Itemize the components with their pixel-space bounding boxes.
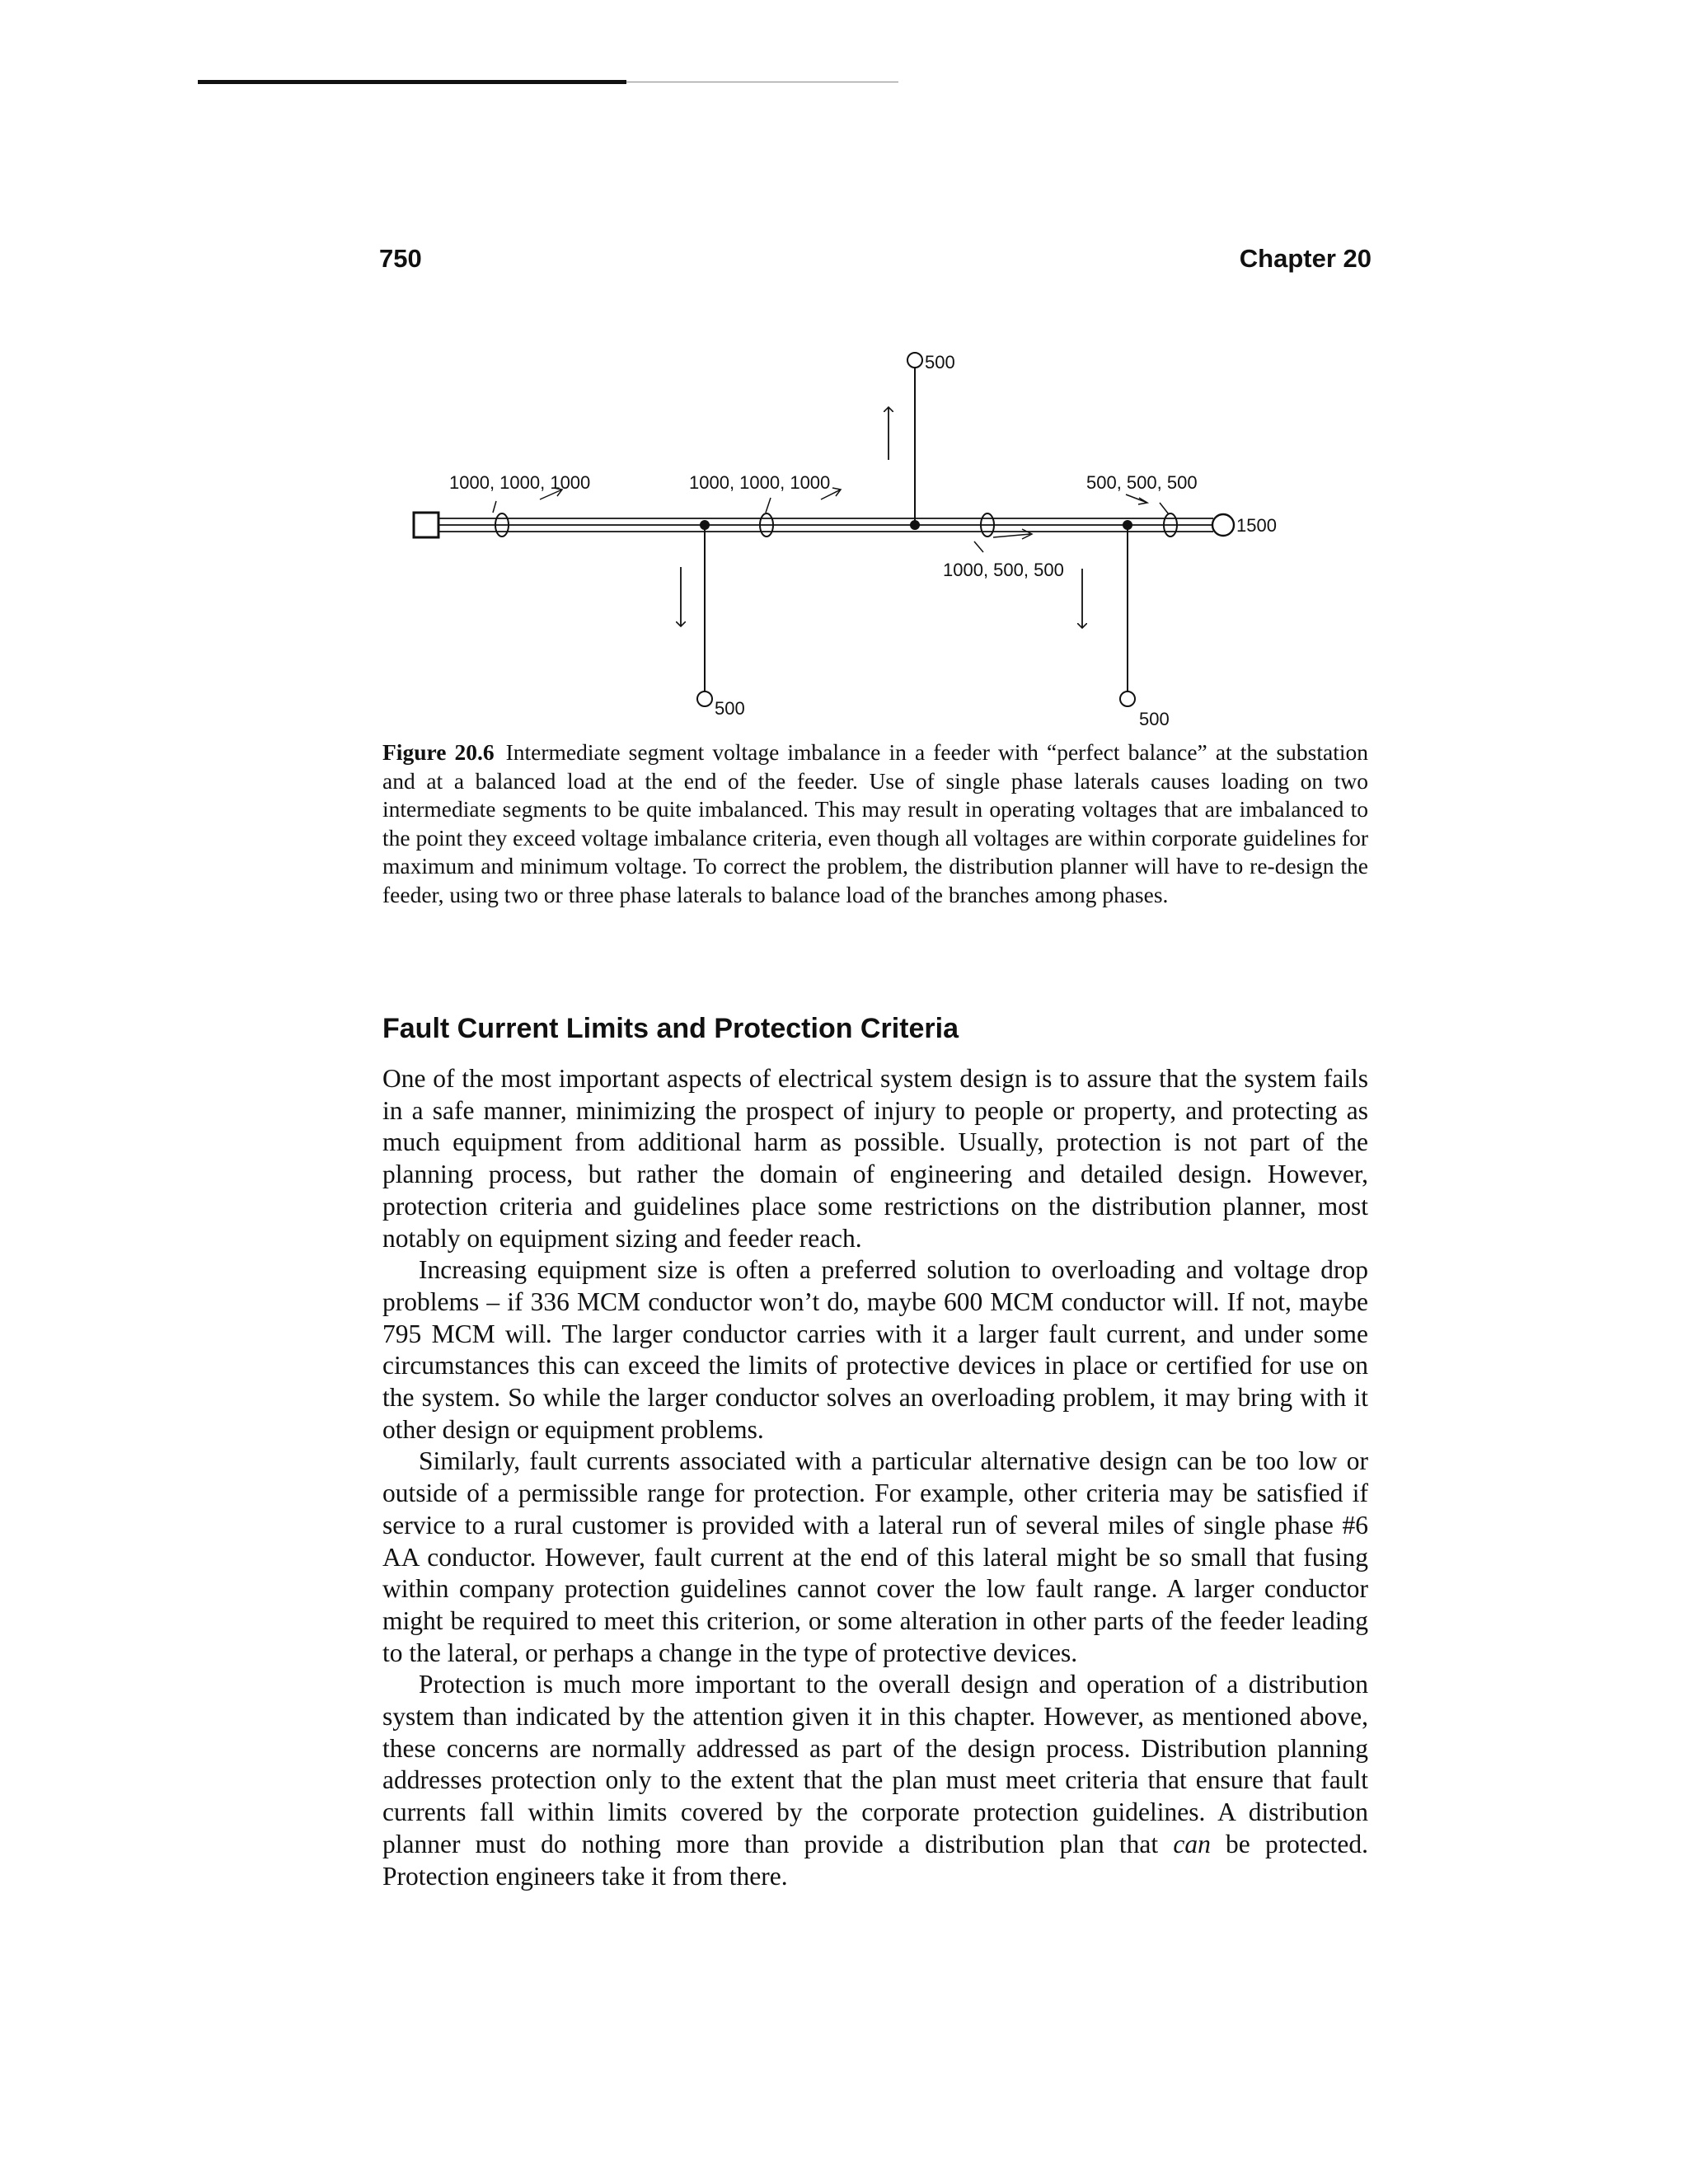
figure-caption-label: Figure 20.6 (382, 739, 495, 765)
load-end-label: 1500 (1236, 515, 1277, 536)
body-text (382, 1063, 1368, 1892)
paragraph-4 (382, 1669, 1368, 1892)
page-number: 750 (379, 244, 422, 273)
load-bottom-left-label: 500 (715, 698, 745, 719)
load-top (907, 353, 922, 368)
segment-label-mid: 1000, 500, 500 (943, 560, 1064, 580)
paragraph-2: Increasing equipment size is often a preferred solution to overloading and voltage drop problems – if 336 MCM conductor won’t do, maybe 600 MCM conductor will. If not, maybe 795 MCM will. The larger conductor carries with it a larger fault current, and under some circumstances this can exceed the limits of protective devices in place or certified for use on the system. So while the larger conductor solves an overloading problem, it may bring with it other design or equipment problems. (382, 1255, 1368, 1444)
substation-box (414, 513, 438, 537)
segment-label-1: 1000, 1000, 1000 (449, 472, 591, 493)
load-bottom-right (1120, 691, 1135, 706)
load-end (1212, 514, 1234, 536)
paragraph-4-emphasis: can (1173, 1829, 1211, 1858)
load-bottom-left (697, 691, 712, 706)
feeder-diagram (0, 330, 1688, 742)
load-bottom-right-label: 500 (1139, 709, 1170, 729)
figure-caption-text: Intermediate segment voltage imbalance in a feeder with “perfect balance” at the substation and at a balanced load at the end of the feeder. Use of single phase laterals causes loading on two intermediate segments to be quite imbalanced. This may result in operating voltages that are imbalanced to the point they exceed voltage imbalance criteria, even though all voltages are within corporate guidelines for maximum and minimum voltage. To correct the problem, the distribution planner will have to re-design the feeder, using two or three phase laterals to balance load of the branches among phases. (382, 739, 1368, 907)
section-heading: Fault Current Limits and Protection Criteria (382, 1013, 959, 1044)
figure-caption (382, 738, 1368, 909)
running-head-chapter: Chapter 20 (1239, 244, 1372, 273)
segment-label-3: 500, 500, 500 (1086, 472, 1198, 493)
paragraph-3: Similarly, fault currents associated with a particular alternative design can be too low or outside of a permissible range for protection. For example, other criteria may be satisfied if service to a rural customer is provided with a lateral run of several miles of single phase #6 AA conductor. However, fault current at the end of this lateral might be so small that fusing within company protection guidelines cannot cover the low fault range. A larger conductor might be required to meet this criterion, or some alteration in other parts of the feeder leading to the lateral, or perhaps a change in the type of protective devices. (382, 1446, 1368, 1667)
paragraph-1: One of the most important aspects of electrical system design is to assure that the system fails in a safe manner, minimizing the prospect of injury to people or property, and protecting as much equipment from additional harm as possible. Usually, protection is not part of the planning process, but rather the domain of engineering and detailed design. However, protection criteria and guidelines place some restrictions on the distribution planner, most notably on equipment sizing and feeder reach. (382, 1064, 1368, 1253)
load-top-label: 500 (925, 352, 955, 373)
trunk-lines (438, 518, 1213, 532)
segment-label-2: 1000, 1000, 1000 (689, 472, 831, 493)
top-rule (198, 78, 709, 87)
paragraph-4-text-end: be protected. Protection engineers take it from there. (382, 1829, 1368, 1891)
paragraph-4-text: Protection is much more important to the overall design and operation of a distribution system than indicated by the attention given it in this chapter. However, as mentioned above, these concerns are normally addressed as part of the design process. Distribution planning addresses protection only to the extent that the plan must meet criteria that ensure that fault currents fall within limits covered by the corporate protection guidelines. A distribution planner must do nothing more than provide a distribution plan that (382, 1670, 1368, 1858)
